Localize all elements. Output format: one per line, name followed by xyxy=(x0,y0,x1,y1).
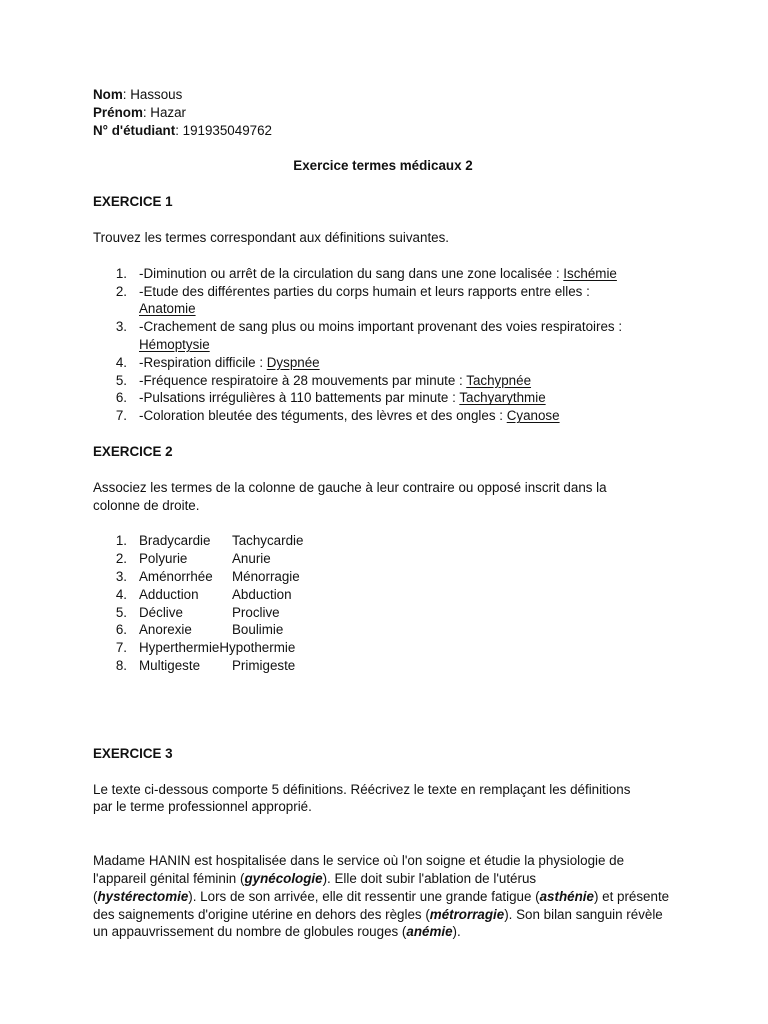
list-item xyxy=(93,657,673,675)
item-number: 3. xyxy=(115,319,127,335)
page-title: Exercice termes médicaux 2 xyxy=(293,158,473,174)
item-number: 6. xyxy=(115,390,127,406)
ex1-list xyxy=(93,265,673,425)
item-number: 4. xyxy=(115,586,127,602)
ex3-instruction-2: par le terme professionnel approprié. xyxy=(93,799,312,815)
item-number: 1. xyxy=(115,265,127,281)
list-item xyxy=(93,639,673,657)
ex2-heading: EXERCICE 2 xyxy=(93,443,173,459)
item-number: 8. xyxy=(115,657,127,673)
paragraph-text: ) et présente des saignements d'origine utérine en dehors des règles ( xyxy=(93,888,670,922)
etudiant-line xyxy=(93,122,673,140)
term-left: Aménorrhée xyxy=(139,568,213,584)
item-answer: Hémoptysie xyxy=(139,336,210,352)
item-answer: Tachypnée xyxy=(466,372,532,388)
item-number: 3. xyxy=(115,568,127,584)
term-left: Polyurie xyxy=(139,551,188,567)
term-hysterectomie: hystérectomie xyxy=(97,888,189,904)
paragraph-text: ). Elle doit subir l'ablation de l'utérus xyxy=(322,870,537,886)
ex2-instruction-2: colonne de droite. xyxy=(93,497,200,513)
item-number: 2. xyxy=(115,551,127,567)
item-answer: Dyspnée xyxy=(266,354,320,370)
item-number: 7. xyxy=(115,640,127,656)
item-number: 7. xyxy=(115,408,127,424)
item-answer: Tachyarythmie xyxy=(459,390,546,406)
list-item xyxy=(93,407,673,425)
ex2-instruction-1: Associez les termes de la colonne de gauche à leur contraire ou opposé inscrit dans la xyxy=(93,479,607,495)
item-answer: Ischémie xyxy=(563,265,617,281)
term-right: Abduction xyxy=(232,586,292,602)
item-definition: -Diminution ou arrêt de la circulation du sang dans une zone localisée : xyxy=(139,265,564,281)
item-definition: -Respiration difficile : xyxy=(139,354,267,370)
paragraph-text: ). Son bilan sanguin révèle un appauvrissement du nombre de globules rouges ( xyxy=(93,906,663,940)
ex1-heading: EXERCICE 1 xyxy=(93,194,173,210)
item-number: 4. xyxy=(115,354,127,370)
item-answer: Anatomie xyxy=(139,301,196,317)
term-right: Ménorragie xyxy=(232,568,300,584)
term-right: Proclive xyxy=(232,604,280,620)
document-page xyxy=(93,86,673,941)
item-number: 2. xyxy=(115,283,127,299)
term-right: Boulimie xyxy=(232,622,284,638)
term-left: Multigeste xyxy=(139,657,201,673)
term-anemie: anémie xyxy=(406,924,453,940)
list-item xyxy=(93,389,673,407)
term-right: Anurie xyxy=(232,551,271,567)
item-definition: -Crachement de sang plus ou moins important provenant des voies respiratoires : xyxy=(139,319,623,335)
term-asthenie: asthénie xyxy=(539,888,594,904)
list-item xyxy=(93,265,673,283)
term-left: Adduction xyxy=(139,586,199,602)
prenom-line xyxy=(93,104,673,122)
list-item xyxy=(93,550,673,568)
term-left: Déclive xyxy=(139,604,183,620)
ex3-heading: EXERCICE 3 xyxy=(93,745,173,761)
list-item xyxy=(93,283,673,319)
paragraph-text: ). Lors de son arrivée, elle dit ressentir une grande fatigue ( xyxy=(188,888,540,904)
nom-line xyxy=(93,86,673,104)
term-left: Hyperthermie xyxy=(139,640,220,656)
item-number: 5. xyxy=(115,372,127,388)
term-right: Tachycardie xyxy=(232,533,304,549)
ex3-paragraph: Madame HANIN est hospitalisée dans le service où l'on soigne et étudie la physiologie de l'appareil génital féminin (gynécologie). Elle doit subir l'ablation de l'utérus (hystérectomie). Lors de son arrivée, elle dit ressentir une grande fatigue (asthénie) et présente des saignements d'origine utérine en dehors des règles (métrorragie). Son bilan sanguin révèle un appauvrissement du nombre de globules rouges (anémie). xyxy=(93,853,670,940)
item-definition: -Etude des différentes parties du corps humain et leurs rapports entre elles : xyxy=(139,283,590,299)
list-item xyxy=(93,318,673,354)
list-item xyxy=(93,532,673,550)
term-left: Anorexie xyxy=(139,622,192,638)
item-answer: Cyanose xyxy=(506,408,560,424)
list-item xyxy=(93,621,673,639)
ex3-instruction-1: Le texte ci-dessous comporte 5 définitions. Réécrivez le texte en remplaçant les définitions xyxy=(93,781,631,797)
term-right: Primigeste xyxy=(232,657,296,673)
prenom-value: : Hazar xyxy=(142,104,187,120)
etudiant-value: : 191935049762 xyxy=(175,122,272,138)
list-item xyxy=(93,568,673,586)
item-number: 5. xyxy=(115,604,127,620)
item-definition: -Fréquence respiratoire à 28 mouvements par minute : xyxy=(139,372,467,388)
list-item xyxy=(93,586,673,604)
list-item xyxy=(93,604,673,622)
list-item xyxy=(93,354,673,372)
item-definition: -Pulsations irrégulières à 110 battements par minute : xyxy=(139,390,460,406)
paragraph-text: Madame HANIN est hospitalisée dans le service où l'on soigne et étudie la physiologie de l'appareil génital féminin ( xyxy=(93,853,625,886)
paragraph-text: ). xyxy=(452,924,461,940)
list-item xyxy=(93,372,673,390)
nom-value: : Hassous xyxy=(122,87,183,102)
term-left: Bradycardie xyxy=(139,533,211,549)
ex1-instruction: Trouvez les termes correspondant aux définitions suivantes. xyxy=(93,229,450,245)
term-gynecologie: gynécologie xyxy=(244,870,323,886)
item-number: 1. xyxy=(115,533,127,549)
term-right: Hypothermie xyxy=(219,640,296,656)
ex2-list xyxy=(93,532,673,674)
item-definition: -Coloration bleutée des téguments, des lèvres et des ongles : xyxy=(139,408,507,424)
etudiant-label: N° d'étudiant xyxy=(93,122,176,138)
item-number: 6. xyxy=(115,622,127,638)
nom-label: Nom xyxy=(93,87,123,102)
prenom-label: Prénom xyxy=(93,104,143,120)
term-metrorragie: métrorragie xyxy=(429,906,505,922)
